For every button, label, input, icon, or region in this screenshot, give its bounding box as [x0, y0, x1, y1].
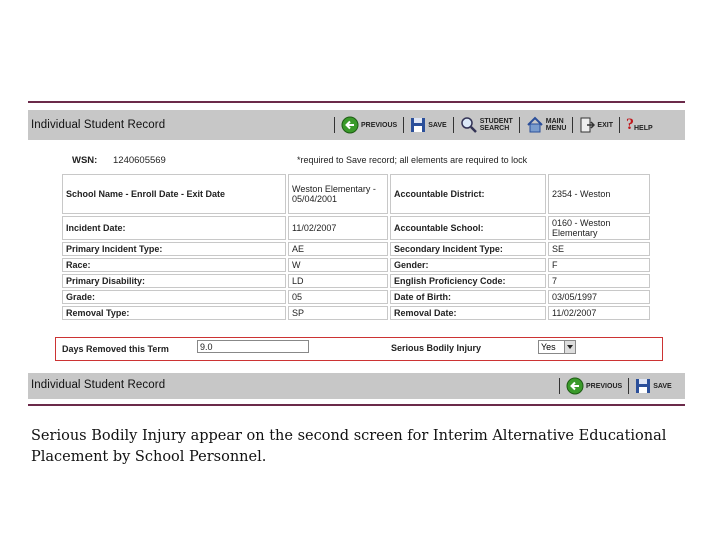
field-label: Secondary Incident Type: [390, 242, 546, 256]
toolbar-separator [619, 117, 620, 133]
wsn-label: WSN: [72, 155, 98, 166]
top-divider [28, 101, 685, 103]
days-removed-input[interactable]: 9.0 [197, 340, 309, 353]
toolbar-separator [519, 117, 520, 133]
footer-toolbar [553, 374, 672, 398]
house-icon [526, 116, 544, 134]
toolbar-separator [628, 378, 629, 394]
help-button[interactable] [626, 117, 653, 133]
table-row [62, 306, 650, 320]
help-label: HELP [633, 124, 653, 132]
field-value: SE [548, 242, 650, 256]
toolbar-separator [403, 117, 404, 133]
save-button[interactable] [410, 117, 447, 133]
footer-previous-label: PREVIOUS [586, 382, 623, 390]
field-value: 03/05/1997 [548, 290, 650, 304]
main-menu-label-2: MENU [545, 125, 567, 132]
floppy-disk-icon [410, 117, 426, 133]
toolbar-separator [559, 378, 560, 394]
days-removed-label: Days Removed this Term [62, 344, 169, 354]
field-value: 11/02/2007 [288, 216, 388, 240]
toolbar-separator [453, 117, 454, 133]
chevron-down-icon [564, 341, 575, 353]
serious-bodily-injury-value: Yes [541, 342, 556, 352]
previous-button[interactable] [341, 116, 397, 134]
field-value: Weston Elementary - 05/04/2001 [288, 174, 388, 214]
field-value: LD [288, 274, 388, 288]
field-label: Primary Incident Type: [62, 242, 286, 256]
required-note: *required to Save record; all elements are required to lock [297, 155, 528, 165]
exit-door-icon [579, 117, 595, 133]
toolbar-separator [572, 117, 573, 133]
footer-previous-button[interactable] [566, 377, 622, 395]
student-search-label-2: SEARCH [479, 125, 510, 132]
table-row [62, 290, 650, 304]
question-mark-icon: ? [625, 116, 634, 133]
wsn-value: 1240605569 [113, 155, 166, 166]
field-value: 0160 - Weston Elementary [548, 216, 650, 240]
field-label: Accountable School: [390, 216, 546, 240]
header-toolbar [328, 113, 653, 137]
field-label: Race: [62, 258, 286, 272]
field-value: 7 [548, 274, 650, 288]
save-label: SAVE [428, 121, 447, 129]
student-search-label-1: STUDENT [479, 118, 513, 125]
previous-label: PREVIOUS [361, 121, 398, 129]
field-label: Gender: [390, 258, 546, 272]
field-label: English Proficiency Code: [390, 274, 546, 288]
field-value: 2354 - Weston [548, 174, 650, 214]
student-search-button[interactable] [460, 116, 513, 134]
field-label: Accountable District: [390, 174, 546, 214]
field-value: 05 [288, 290, 388, 304]
field-label: Incident Date: [62, 216, 286, 240]
back-arrow-icon [341, 116, 359, 134]
footer-title: Individual Student Record [31, 379, 166, 391]
field-value: 11/02/2007 [548, 306, 650, 320]
back-arrow-icon [566, 377, 584, 395]
main-menu-label-1: MAIN [545, 118, 564, 125]
exit-label: EXIT [597, 121, 613, 129]
field-value: AE [288, 242, 388, 256]
field-label: Removal Date: [390, 306, 546, 320]
table-row [62, 242, 650, 256]
footer-save-button[interactable] [635, 378, 672, 394]
table-row [62, 174, 650, 214]
footer-save-label: SAVE [653, 382, 672, 390]
field-value: F [548, 258, 650, 272]
field-label: Removal Type: [62, 306, 286, 320]
exit-button[interactable] [579, 117, 613, 133]
serious-bodily-injury-label: Serious Bodily Injury [391, 343, 482, 353]
serious-bodily-injury-select[interactable] [538, 340, 576, 354]
field-label: School Name - Enroll Date - Exit Date [62, 174, 286, 214]
magnifier-icon [460, 116, 478, 134]
table-row [62, 216, 650, 240]
bottom-divider [28, 404, 685, 406]
table-row [62, 274, 650, 288]
main-menu-button[interactable] [526, 116, 567, 134]
field-value: SP [288, 306, 388, 320]
floppy-disk-icon [635, 378, 651, 394]
slide-caption: Serious Bodily Injury appear on the second screen for Interim Alternative Educational Placement by School Personnel. [31, 428, 667, 465]
toolbar-separator [334, 117, 335, 133]
field-label: Grade: [62, 290, 286, 304]
page-title: Individual Student Record [31, 119, 166, 131]
field-label: Primary Disability: [62, 274, 286, 288]
record-table [60, 172, 652, 322]
field-value: W [288, 258, 388, 272]
field-label: Date of Birth: [390, 290, 546, 304]
table-row [62, 258, 650, 272]
